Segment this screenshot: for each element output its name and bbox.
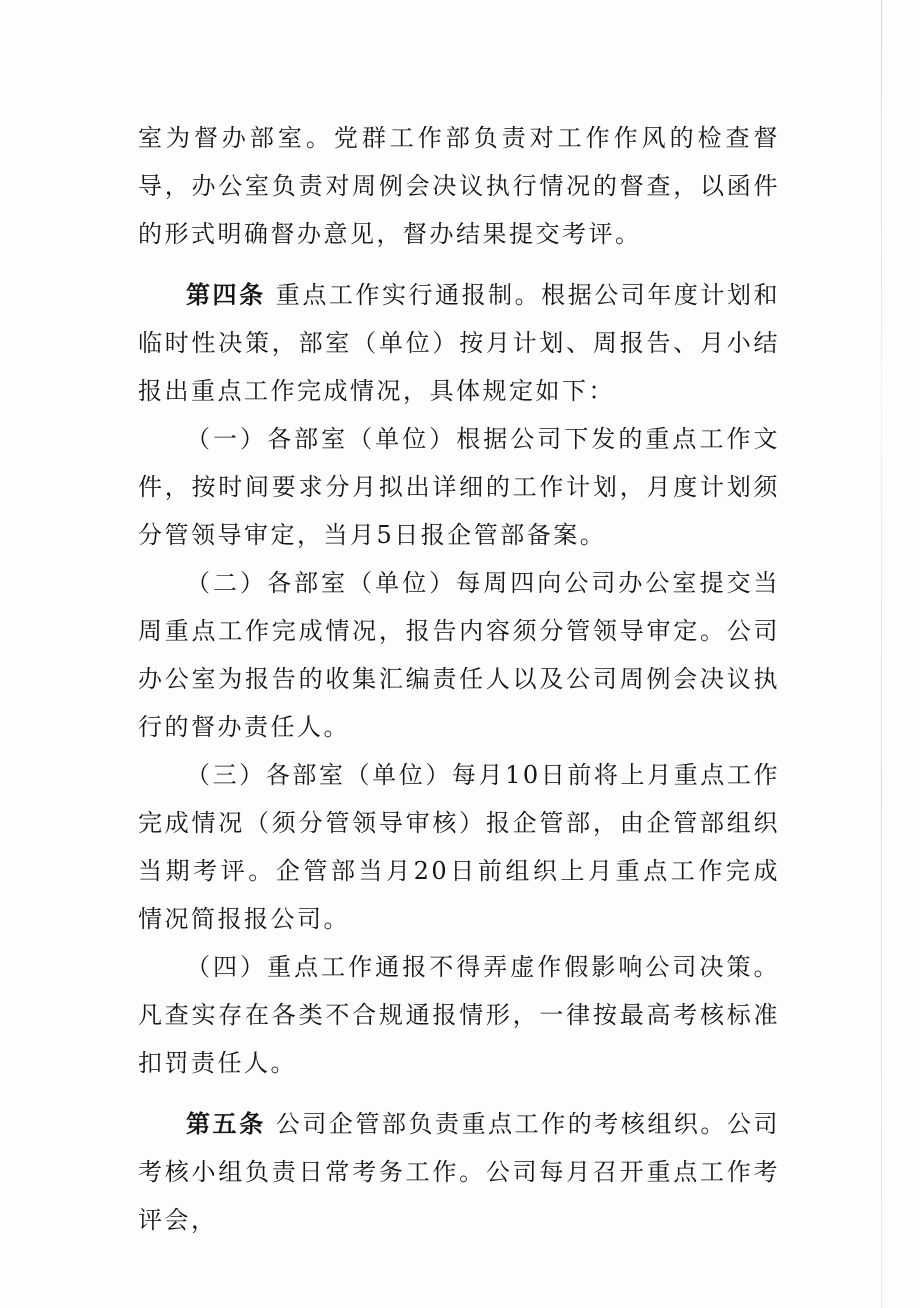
paragraph-text: （四）重点工作通报不得弄虚作假影响公司决策。凡查实存在各类不合规通报情形，一律按最高考核标准扣罚责任人。 [138, 953, 780, 1077]
clause-4 [138, 943, 780, 1087]
paragraph-text: 重点工作实行通报制。根据公司年度计划和临时性决策，部室（单位）按月计划、周报告、月小结报出重点工作完成情况，具体规定如下： [138, 281, 780, 405]
article-heading: 第四条 [186, 281, 266, 309]
paragraph-text: 室为督办部室。党群工作部负责对工作作风的检查督导，办公室负责对周例会决议执行情况的督查，以函件的形式明确督办意见，督办结果提交考评。 [138, 124, 780, 248]
scan-edge-line [881, 0, 882, 1308]
paragraph-continuation [138, 114, 780, 258]
clause-3 [138, 751, 780, 943]
article-5 [138, 1100, 780, 1244]
paragraph-text: （三）各部室（单位）每月10日前将上月重点工作完成情况（须分管领导审核）报企管部，由企管部组织当期考评。企管部当月20日前组织上月重点工作完成情况简报报公司。 [138, 761, 780, 933]
document-body [138, 114, 780, 1244]
clause-2 [138, 559, 780, 751]
clause-1 [138, 415, 780, 559]
paragraph-text: （一）各部室（单位）根据公司下发的重点工作文件，按时间要求分月拟出详细的工作计划，月度计划须分管领导审定，当月5日报企管部备案。 [138, 425, 780, 549]
article-4 [138, 271, 780, 415]
paragraph-text: （二）各部室（单位）每周四向公司办公室提交当周重点工作完成情况，报告内容须分管领导审定。公司办公室为报告的收集汇编责任人以及公司周例会决议执行的督办责任人。 [138, 569, 780, 741]
article-heading: 第五条 [186, 1110, 266, 1138]
paragraph-text: 公司企管部负责重点工作的考核组织。公司考核小组负责日常考务工作。公司每月召开重点工作考评会， [138, 1110, 780, 1234]
